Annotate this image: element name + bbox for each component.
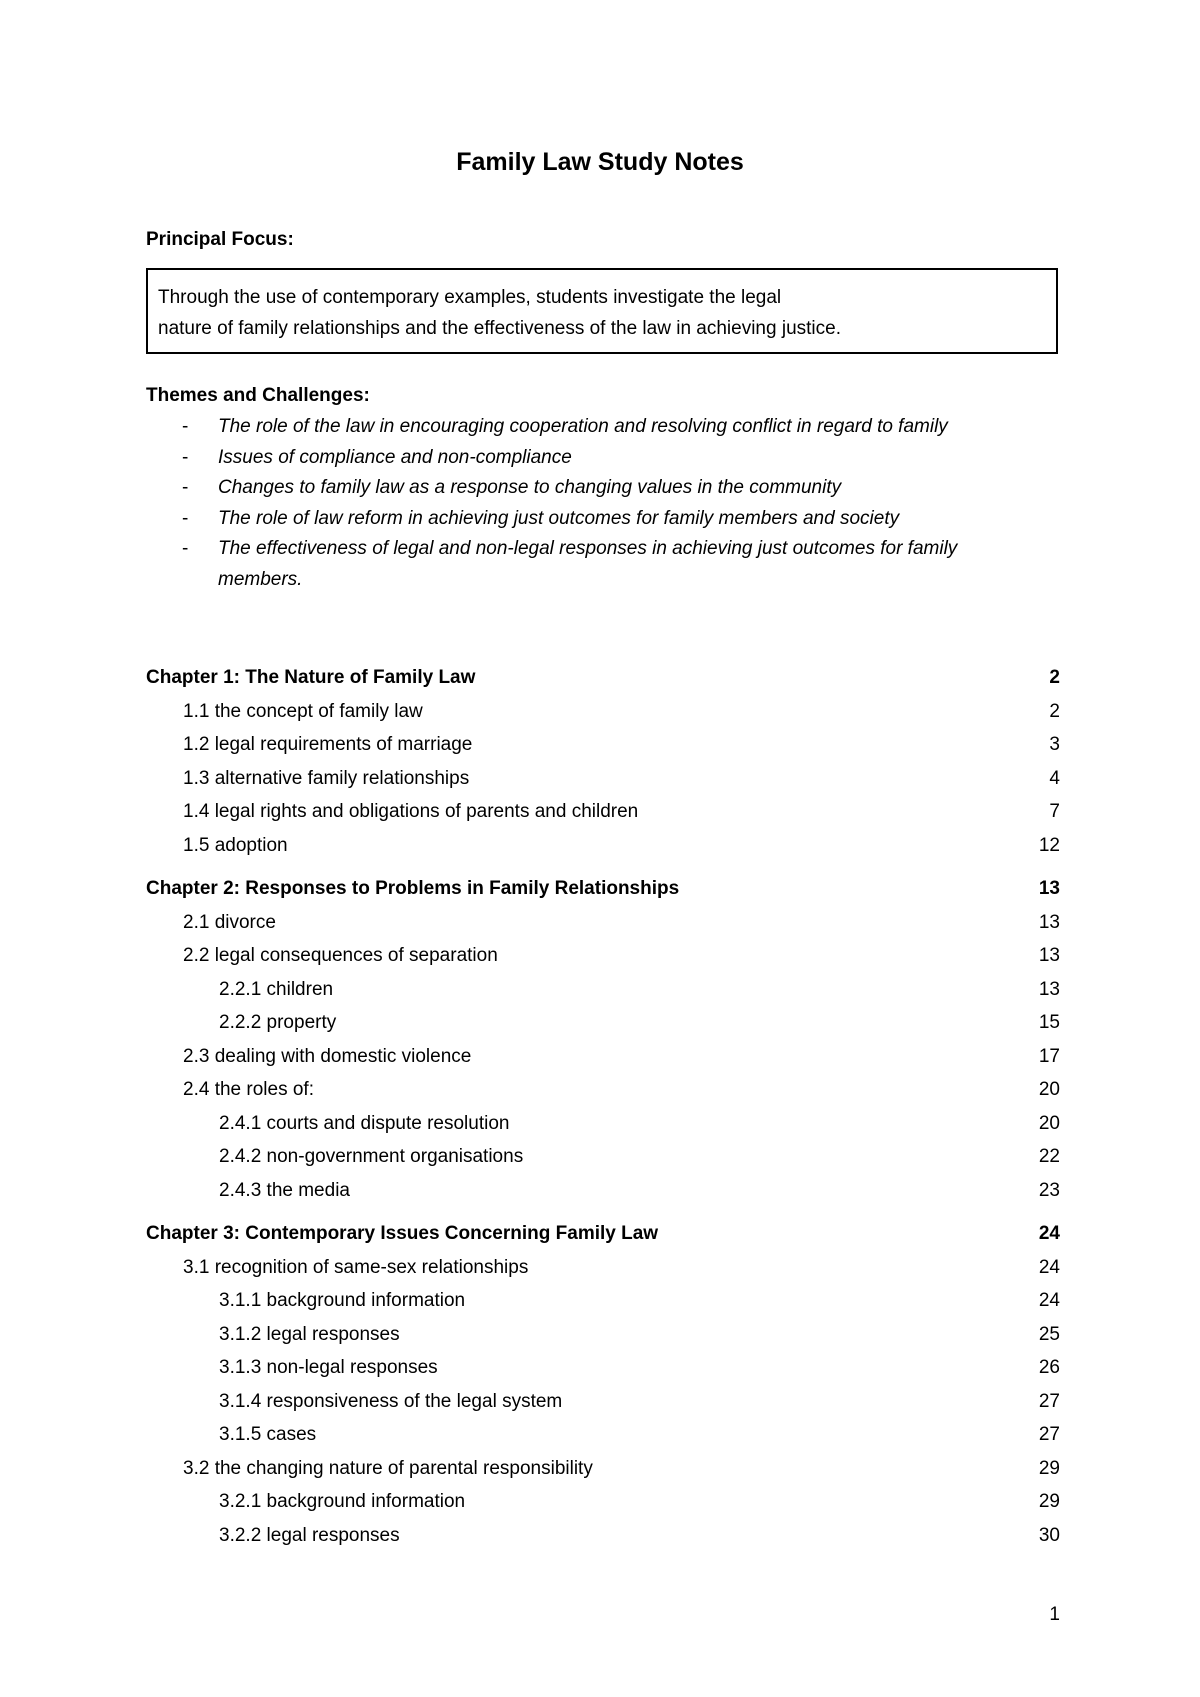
toc-entry-text: 2.2.2 property bbox=[219, 1012, 337, 1033]
toc-page-number: 29 bbox=[1038, 1457, 1060, 1479]
themes-list bbox=[146, 412, 1046, 595]
toc-page-number: 15 bbox=[1038, 1012, 1060, 1033]
toc-page-number: 7 bbox=[1049, 801, 1060, 822]
toc-entry[interactable] bbox=[146, 1485, 1060, 1519]
toc-chapter-title: Chapter 1: The Nature of Family Law bbox=[146, 667, 476, 688]
toc-entry-text: 2.1 divorce bbox=[183, 911, 276, 933]
toc-page-number: 13 bbox=[1038, 911, 1060, 933]
toc-page-number: 13 bbox=[1038, 945, 1060, 966]
toc-entry-text: 3.1.4 responsiveness of the legal system bbox=[219, 1390, 563, 1412]
toc-page-number: 3 bbox=[1049, 734, 1060, 755]
theme-text: The role of the law in encouraging cooperation and resolving conflict in regard to family bbox=[218, 416, 948, 437]
principal-focus-box bbox=[146, 268, 1058, 354]
toc-entry[interactable] bbox=[146, 1519, 1060, 1553]
toc-page-number: 25 bbox=[1038, 1323, 1060, 1345]
bullet-dash: - bbox=[182, 477, 189, 498]
toc-page-number: 2 bbox=[1049, 700, 1060, 722]
toc-entry-text: 3.1.1 background information bbox=[219, 1290, 466, 1311]
toc-entry-text: 3.2 the changing nature of parental responsibility bbox=[183, 1457, 593, 1479]
toc-chapter-1 bbox=[146, 661, 1060, 862]
toc-entry-text: 2.2 legal consequences of separation bbox=[183, 945, 498, 966]
bullet-dash: - bbox=[182, 416, 189, 437]
toc-page-number: 24 bbox=[1038, 1290, 1060, 1311]
toc-chapter-3 bbox=[146, 1217, 1060, 1552]
theme-text: The role of law reform in achieving just outcomes for family members and society bbox=[218, 507, 900, 529]
toc-entry[interactable] bbox=[146, 695, 1060, 729]
toc-page-number: 24 bbox=[1038, 1256, 1060, 1278]
toc-page-number: 27 bbox=[1038, 1424, 1060, 1445]
themes-label: Themes and Challenges: bbox=[146, 385, 370, 406]
toc-entry-text: 1.4 legal rights and obligations of parents and children bbox=[183, 801, 639, 822]
toc-entry-text: 1.2 legal requirements of marriage bbox=[183, 734, 473, 755]
toc-page-number: 20 bbox=[1038, 1112, 1060, 1134]
theme-text: Issues of compliance and non-compliance bbox=[218, 446, 572, 468]
principal-focus-line: nature of family relationships and the effectiveness of the law in achieving justice. bbox=[158, 318, 841, 339]
toc-page-number: 23 bbox=[1038, 1179, 1060, 1201]
bullet-dash: - bbox=[182, 507, 189, 529]
toc-page-number: 2 bbox=[1049, 667, 1060, 688]
toc-page-number: 13 bbox=[1038, 878, 1060, 899]
toc-page-number: 20 bbox=[1038, 1079, 1060, 1100]
toc-page-number: 4 bbox=[1049, 767, 1060, 789]
toc-entry[interactable] bbox=[146, 795, 1060, 829]
toc-entry[interactable] bbox=[146, 1251, 1060, 1285]
bullet-dash: - bbox=[182, 446, 189, 468]
toc-entry[interactable] bbox=[146, 1006, 1060, 1040]
toc-entry[interactable] bbox=[146, 1174, 1060, 1208]
toc-entry-text: 3.1 recognition of same-sex relationships bbox=[183, 1256, 529, 1278]
toc-entry-text: 3.1.2 legal responses bbox=[219, 1323, 400, 1345]
page-title: Family Law Study Notes bbox=[456, 148, 744, 176]
toc-entry-text: 3.1.3 non-legal responses bbox=[219, 1357, 438, 1378]
toc-page-number: 26 bbox=[1038, 1357, 1060, 1378]
page-number: 1 bbox=[1049, 1604, 1060, 1625]
theme-item bbox=[146, 473, 1046, 504]
toc-entry-text: 1.3 alternative family relationships bbox=[183, 767, 470, 789]
theme-item bbox=[146, 412, 1046, 443]
toc-entry-text: 1.5 adoption bbox=[183, 834, 288, 856]
table-of-contents bbox=[146, 661, 1060, 1552]
toc-entry[interactable] bbox=[146, 762, 1060, 796]
toc-page-number: 30 bbox=[1038, 1524, 1060, 1546]
toc-entry[interactable] bbox=[146, 906, 1060, 940]
toc-page-number: 24 bbox=[1038, 1223, 1060, 1244]
toc-entry[interactable] bbox=[146, 1351, 1060, 1385]
toc-page-number: 22 bbox=[1038, 1146, 1060, 1167]
toc-entry[interactable] bbox=[146, 1284, 1060, 1318]
toc-entry-text: 3.2.1 background information bbox=[219, 1491, 466, 1512]
toc-entry[interactable] bbox=[146, 1385, 1060, 1419]
toc-chapter-heading[interactable] bbox=[146, 1217, 1060, 1251]
toc-entry-text: 2.2.1 children bbox=[219, 978, 334, 1000]
toc-entry[interactable] bbox=[146, 1140, 1060, 1174]
toc-entry-text: 1.1 the concept of family law bbox=[183, 700, 423, 722]
toc-chapter-2 bbox=[146, 872, 1060, 1207]
toc-chapter-title: Chapter 2: Responses to Problems in Family Relationships bbox=[146, 878, 680, 899]
toc-chapter-title: Chapter 3: Contemporary Issues Concerning Family Law bbox=[146, 1223, 659, 1244]
toc-entry-text: 3.1.5 cases bbox=[219, 1424, 317, 1445]
toc-entry-text: 2.4.3 the media bbox=[219, 1179, 350, 1201]
toc-page-number: 17 bbox=[1038, 1045, 1060, 1067]
toc-entry-text: 3.2.2 legal responses bbox=[219, 1524, 400, 1546]
toc-entry-text: 2.3 dealing with domestic violence bbox=[183, 1045, 472, 1067]
theme-item bbox=[146, 534, 1046, 595]
toc-entry[interactable] bbox=[146, 1107, 1060, 1141]
toc-entry[interactable] bbox=[146, 1073, 1060, 1107]
toc-entry[interactable] bbox=[146, 939, 1060, 973]
theme-item bbox=[146, 443, 1046, 474]
toc-entry[interactable] bbox=[146, 1418, 1060, 1452]
toc-entry-text: 2.4.2 non-government organisations bbox=[219, 1146, 524, 1167]
toc-page-number: 13 bbox=[1038, 978, 1060, 1000]
toc-entry[interactable] bbox=[146, 1318, 1060, 1352]
theme-text: Changes to family law as a response to changing values in the community bbox=[218, 477, 842, 498]
bullet-dash: - bbox=[182, 538, 189, 559]
toc-page-number: 29 bbox=[1038, 1491, 1060, 1512]
toc-entry[interactable] bbox=[146, 973, 1060, 1007]
toc-entry-text: 2.4 the roles of: bbox=[183, 1079, 314, 1100]
toc-chapter-heading[interactable] bbox=[146, 872, 1060, 906]
toc-entry[interactable] bbox=[146, 1452, 1060, 1486]
toc-entry[interactable] bbox=[146, 1040, 1060, 1074]
toc-entry[interactable] bbox=[146, 829, 1060, 863]
theme-item bbox=[146, 504, 1046, 535]
toc-entry[interactable] bbox=[146, 728, 1060, 762]
toc-page-number: 12 bbox=[1038, 834, 1060, 856]
theme-text: The effectiveness of legal and non-legal responses in achieving just outcomes for family members. bbox=[218, 538, 958, 590]
toc-page-number: 27 bbox=[1038, 1390, 1060, 1412]
principal-focus-label: Principal Focus: bbox=[146, 229, 294, 250]
toc-chapter-heading[interactable] bbox=[146, 661, 1060, 695]
principal-focus-line: Through the use of contemporary examples, students investigate the legal bbox=[158, 287, 782, 308]
toc-entry-text: 2.4.1 courts and dispute resolution bbox=[219, 1112, 510, 1134]
